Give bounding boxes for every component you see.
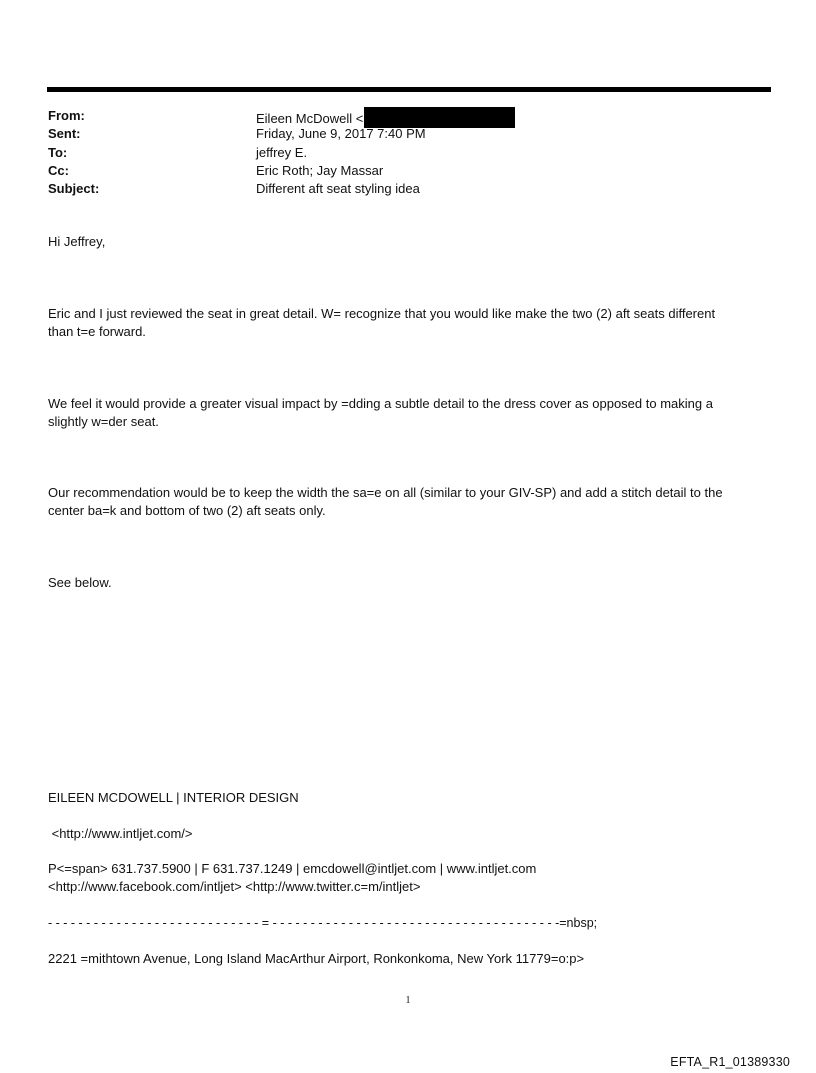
bates-number: EFTA_R1_01389330 bbox=[670, 1055, 790, 1069]
to-row bbox=[48, 144, 768, 162]
signature-divider: - - - - - - - - - - - - - - - - - - - - - - - - - - - - = - - - - - - - - - - - - - - - - - - - - - - - - - - - - - - - - - - - - - -=nbsp; bbox=[48, 916, 598, 930]
subject-row bbox=[48, 180, 768, 198]
see-below: See below. bbox=[48, 575, 112, 590]
sent-label: Sent: bbox=[48, 126, 81, 142]
sent-row bbox=[48, 125, 768, 143]
paragraph-1 bbox=[48, 305, 768, 341]
signature-address: 2221 =mithtown Avenue, Long Island MacArthur Airport, Ronkonkoma, New York 11779=o:p> bbox=[48, 951, 585, 966]
signature-contact-line: P<=span> 631.737.5900 | F 631.737.1249 | emcdowell@intljet.com | www.intljet.com bbox=[48, 861, 537, 876]
header-rule bbox=[47, 87, 771, 92]
signature-website-link: <http://www.intljet.com/> bbox=[48, 826, 193, 841]
cc-label: Cc: bbox=[48, 162, 69, 178]
from-label: From: bbox=[48, 108, 85, 123]
signature-name-title: EILEEN MCDOWELL | INTERIOR DESIGN bbox=[48, 790, 299, 805]
signature-contact bbox=[48, 860, 768, 896]
signature-social-line: <http://www.facebook.com/intljet> <http://www.twitter.c=m/intljet> bbox=[48, 879, 421, 894]
cc-value: Eric Roth; Jay Massar bbox=[256, 162, 384, 178]
from-sender-name: Eileen McDowell < bbox=[256, 111, 364, 126]
paragraph-2-line-1: We feel it would provide a greater visual impact by =dding a subtle detail to the dress cover as opposed to making a bbox=[48, 396, 713, 411]
paragraph-1-line-2: than t=e forward. bbox=[48, 324, 146, 339]
paragraph-2 bbox=[48, 395, 768, 431]
sent-value: Friday, June 9, 2017 7:40 PM bbox=[256, 126, 426, 142]
paragraph-3-line-1: Our recommendation would be to keep the width the sa=e on all (similar to your GIV-SP) and add a stitch detail to the bbox=[48, 485, 723, 500]
paragraph-3-line-2: center ba=k and bottom of two (2) aft seats only. bbox=[48, 503, 326, 518]
paragraph-1-line-1: Eric and I just reviewed the seat in great detail. W= recognize that you would like make the two (2) aft seats different bbox=[48, 306, 716, 321]
paragraph-3 bbox=[48, 484, 768, 520]
cc-row bbox=[48, 162, 768, 180]
page-number: 1 bbox=[405, 995, 411, 1006]
to-label: To: bbox=[48, 144, 68, 160]
greeting: Hi Jeffrey, bbox=[48, 234, 106, 249]
from-row bbox=[48, 107, 768, 125]
subject-value: Different aft seat styling idea bbox=[256, 181, 420, 197]
from-value bbox=[256, 107, 768, 125]
subject-label: Subject: bbox=[48, 181, 100, 197]
paragraph-2-line-2: slightly w=der seat. bbox=[48, 414, 159, 429]
email-header bbox=[48, 107, 768, 198]
to-value: jeffrey E. bbox=[256, 144, 308, 160]
